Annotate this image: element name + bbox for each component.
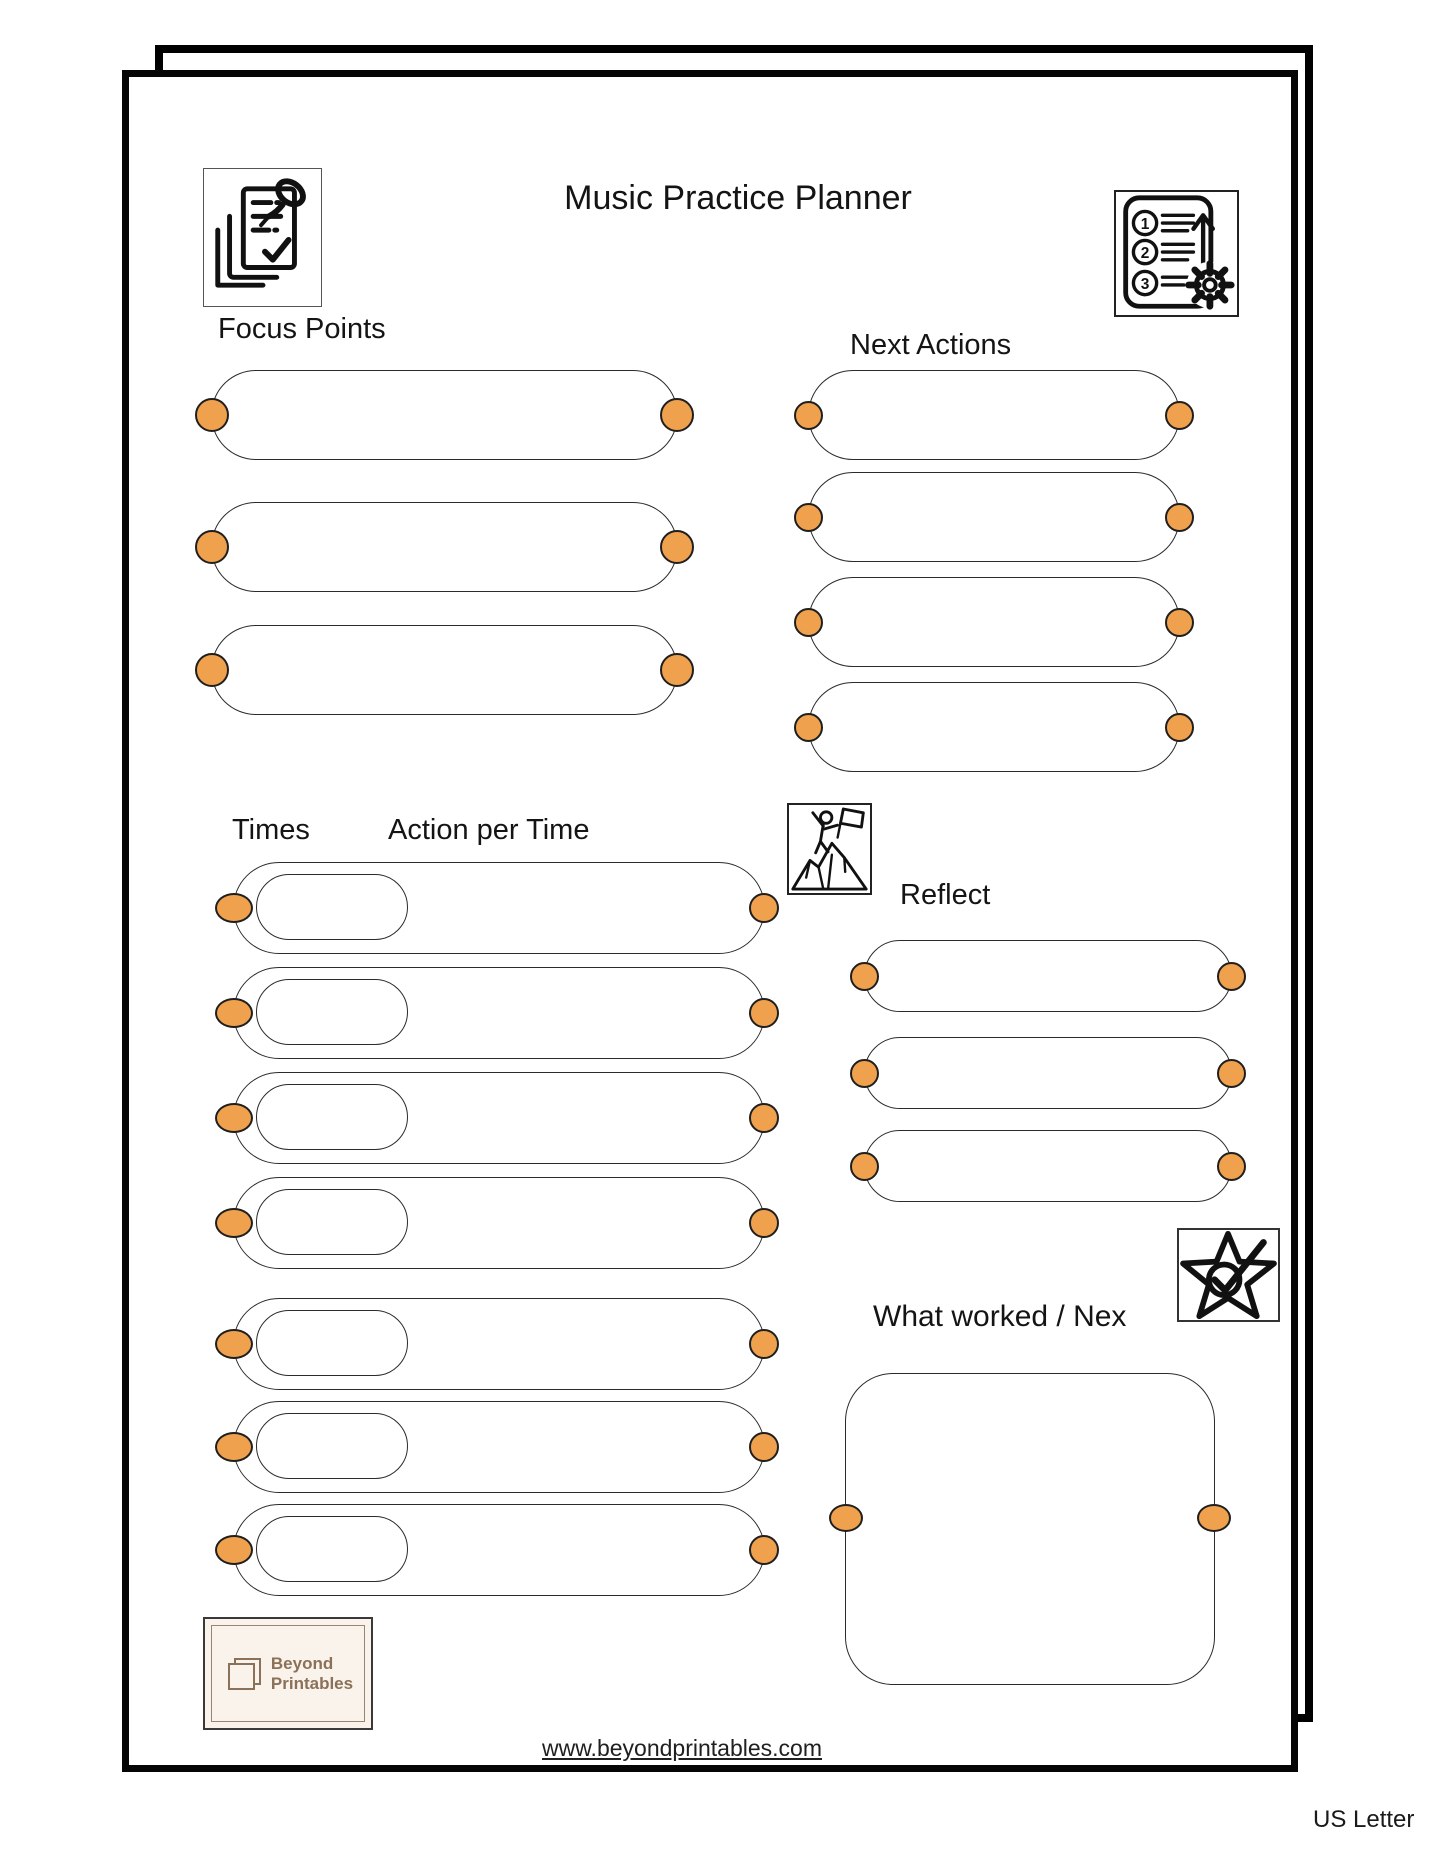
time-field[interactable] <box>256 874 408 940</box>
accent-dot <box>215 893 253 923</box>
focus-points-heading: Focus Points <box>218 313 386 345</box>
accent-dot <box>1165 503 1194 532</box>
accent-dot <box>749 998 779 1028</box>
accent-dot <box>829 1504 863 1532</box>
focus-points-field[interactable] <box>211 625 678 715</box>
time-field[interactable] <box>256 1516 408 1582</box>
action-per-time-field[interactable] <box>233 1401 765 1493</box>
accent-dot <box>195 530 229 564</box>
accent-dot <box>850 1152 879 1181</box>
reflect-field[interactable] <box>864 940 1232 1012</box>
accent-dot <box>1165 608 1194 637</box>
next-actions-field[interactable] <box>808 370 1180 460</box>
clipboard-pin-icon <box>203 168 322 307</box>
time-field[interactable] <box>256 1189 408 1255</box>
logo-line-2: Printables <box>270 1673 354 1693</box>
logo-frame <box>211 1625 365 1722</box>
accent-dot <box>215 1535 253 1565</box>
accent-dot <box>1165 401 1194 430</box>
accent-dot <box>749 1432 779 1462</box>
action-per-time-field[interactable] <box>233 967 765 1059</box>
accent-dot <box>215 1208 253 1238</box>
numbered-list-gear-icon <box>1114 190 1239 317</box>
planner-page <box>122 70 1298 1772</box>
accent-dot <box>749 893 779 923</box>
beyond-printables-logo <box>203 1617 373 1730</box>
accent-dot <box>749 1208 779 1238</box>
action-per-time-field[interactable] <box>233 1072 765 1164</box>
logo-line-1: Beyond <box>270 1654 334 1674</box>
times-heading: Times <box>232 814 310 846</box>
accent-dot <box>794 401 823 430</box>
accent-dot <box>660 530 694 564</box>
next-actions-heading: Next Actions <box>850 329 1012 361</box>
accent-dot <box>215 1329 253 1359</box>
action-per-time-heading: Action per Time <box>388 814 590 846</box>
svg-text:1: 1 <box>1140 215 1150 233</box>
what-worked-heading: What worked / Nex <box>873 1300 1127 1333</box>
next-actions-field[interactable] <box>808 577 1180 667</box>
reflect-field[interactable] <box>864 1037 1232 1109</box>
accent-dot <box>850 1059 879 1088</box>
logo-wordmark <box>271 1654 353 1692</box>
what-worked-field[interactable] <box>845 1373 1215 1685</box>
accent-dot <box>1197 1504 1231 1532</box>
accent-dot <box>195 398 229 432</box>
reflect-field[interactable] <box>864 1130 1232 1202</box>
page-title: Music Practice Planner <box>564 179 912 217</box>
accent-dot <box>660 398 694 432</box>
action-per-time-field[interactable] <box>233 1177 765 1269</box>
svg-text:3: 3 <box>1140 275 1150 293</box>
focus-points-field[interactable] <box>211 502 678 592</box>
stacked-pages-icon <box>223 1653 265 1695</box>
accent-dot <box>215 1432 253 1462</box>
accent-dot <box>749 1103 779 1133</box>
accent-dot <box>215 998 253 1028</box>
accent-dot <box>749 1535 779 1565</box>
action-per-time-field[interactable] <box>233 1504 765 1596</box>
action-per-time-field[interactable] <box>233 862 765 954</box>
reflect-heading: Reflect <box>900 879 991 911</box>
focus-points-field[interactable] <box>211 370 678 460</box>
svg-text:2: 2 <box>1140 244 1150 262</box>
time-field[interactable] <box>256 1413 408 1479</box>
accent-dot <box>1217 1152 1246 1181</box>
next-actions-field[interactable] <box>808 682 1180 772</box>
accent-dot <box>1165 713 1194 742</box>
accent-dot <box>794 503 823 532</box>
next-actions-field[interactable] <box>808 472 1180 562</box>
accent-dot <box>195 653 229 687</box>
time-field[interactable] <box>256 1084 408 1150</box>
accent-dot <box>215 1103 253 1133</box>
star-checkmark-icon <box>1177 1228 1280 1322</box>
accent-dot <box>794 713 823 742</box>
mountain-climber-icon <box>787 803 872 895</box>
website-link[interactable]: www.beyondprintables.com <box>542 1735 822 1761</box>
accent-dot <box>660 653 694 687</box>
accent-dot <box>1217 962 1246 991</box>
accent-dot <box>749 1329 779 1359</box>
time-field[interactable] <box>256 1310 408 1376</box>
accent-dot <box>1217 1059 1246 1088</box>
time-field[interactable] <box>256 979 408 1045</box>
paper-size-label: US Letter <box>1313 1806 1415 1833</box>
accent-dot <box>850 962 879 991</box>
action-per-time-field[interactable] <box>233 1298 765 1390</box>
accent-dot <box>794 608 823 637</box>
